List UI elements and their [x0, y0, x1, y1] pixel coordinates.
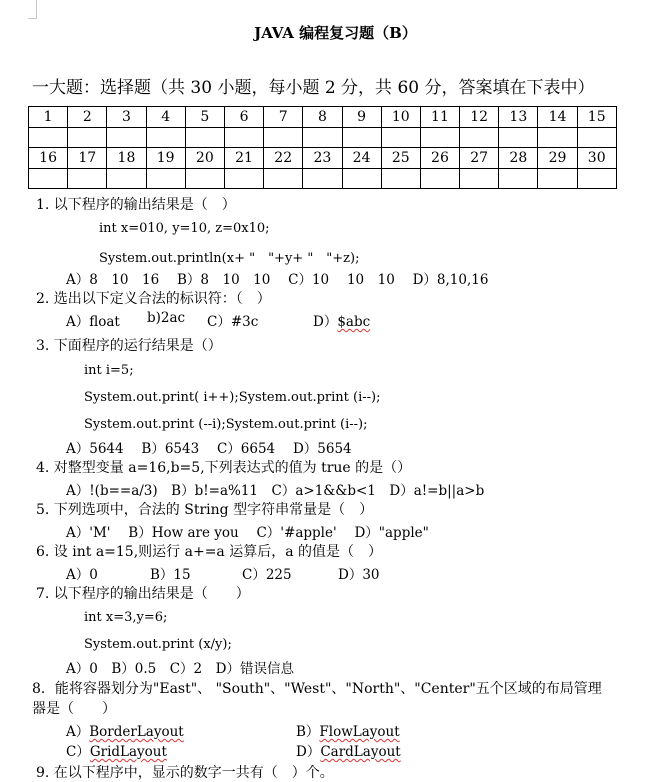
question-6-option-c: C）225 — [242, 567, 292, 583]
answer-grid-blank-cell — [146, 127, 185, 148]
answer-grid-number-cell: 19 — [146, 148, 185, 169]
answer-grid-number-cell: 9 — [342, 107, 381, 128]
answer-grid-number-cell: 18 — [107, 148, 146, 169]
question-8-option-c: C）GridLayout — [66, 744, 167, 760]
question-6-option-a: A）0 — [66, 567, 98, 583]
question-8-stem: 8．能将容器划分为"East"、 "South"、"West"、"North"、"Center"五个区域的布局管理 — [32, 681, 602, 697]
answer-grid-blank-cell — [460, 127, 499, 148]
answer-grid-number-cell: 26 — [420, 148, 459, 169]
answer-grid-blank-cell — [185, 168, 224, 189]
answer-grid-number-cell: 2 — [68, 107, 107, 128]
question-1-code-line: int x=010, y=10, z=0x10; — [99, 221, 270, 236]
answer-grid-blank-cell — [68, 127, 107, 148]
answer-grid-number-cell: 7 — [264, 107, 303, 128]
answer-grid-blank-cell — [499, 127, 538, 148]
answer-grid-number-cell: 12 — [460, 107, 499, 128]
question-7-options: A）0 B）0.5 C）2 D）错误信息 — [66, 661, 294, 677]
question-9-stem: 9. 在以下程序中，显示的数字一共有（ ）个。 — [36, 765, 334, 781]
question-6-stem: 6. 设 int a=15,则运行 a+=a 运算后，a 的值是（ ） — [36, 544, 383, 560]
page-corner-mark — [28, 0, 37, 19]
question-8-stem-continued: 器是（ ） — [32, 701, 116, 717]
answer-grid-blank-cell — [420, 168, 459, 189]
answer-grid-number-cell: 24 — [342, 148, 381, 169]
answer-grid-number-cell: 10 — [381, 107, 420, 128]
question-4-stem: 4. 对整型变量 a=16,b=5,下列表达式的值为 true 的是（） — [36, 460, 412, 476]
answer-grid-blank-cell — [68, 168, 107, 189]
question-3-options: A）5644 B）6543 C）6654 D）5654 — [66, 441, 352, 457]
answer-grid-number-cell: 29 — [538, 148, 577, 169]
answer-grid-blank-cell — [303, 168, 342, 189]
question-6-option-d: D）30 — [338, 567, 380, 583]
answer-grid-blank-cell — [342, 127, 381, 148]
question-1-code-line: System.out.println(x+ " "+y+ " "+z); — [99, 251, 360, 266]
answer-grid-number-cell: 27 — [460, 148, 499, 169]
question-7-stem: 7. 以下程序的输出结果是（ ） — [36, 586, 250, 602]
answer-grid-number-cell: 23 — [303, 148, 342, 169]
answer-grid-number-cell: 22 — [264, 148, 303, 169]
answer-grid-blank-cell — [107, 127, 146, 148]
question-6-option-b: B）15 — [150, 567, 191, 583]
answer-grid-blank-cell — [499, 168, 538, 189]
answer-grid-blank-cell — [185, 127, 224, 148]
answer-grid-number-cell: 28 — [499, 148, 538, 169]
answer-grid-number-cell: 21 — [224, 148, 263, 169]
question-1-options: A）8 10 16 B）8 10 10 C）10 10 10 D）8,10,16 — [66, 272, 489, 288]
answer-grid-blank-cell — [342, 168, 381, 189]
answer-grid-blank-cell — [420, 127, 459, 148]
answer-grid-number-cell: 25 — [381, 148, 420, 169]
answer-grid-numbers-row-2 — [29, 148, 617, 169]
question-3-code-line: System.out.print (--i);System.out.print (i--); — [84, 417, 368, 432]
document-title: JAVA 编程复习题（B） — [254, 24, 417, 42]
question-2-option-b: b)2ac — [147, 310, 186, 326]
answer-grid-number-cell: 14 — [538, 107, 577, 128]
question-8-option-a: A）BorderLayout — [66, 724, 184, 740]
section-heading: 一大题：选择题（共 30 小题，每小题 2 分，共 60 分，答案填在下表中） — [32, 78, 595, 98]
answer-grid-answers-row-2 — [29, 168, 617, 189]
answer-grid-number-cell: 3 — [107, 107, 146, 128]
answer-grid-number-cell: 13 — [499, 107, 538, 128]
answer-grid-blank-cell — [538, 168, 577, 189]
answer-grid-blank-cell — [29, 127, 68, 148]
answer-grid-number-cell: 17 — [68, 148, 107, 169]
question-3-code-line: int i=5; — [84, 363, 134, 378]
answer-grid-number-cell: 1 — [29, 107, 68, 128]
answer-grid-numbers-row-1 — [29, 107, 617, 128]
answer-grid-blank-cell — [538, 127, 577, 148]
question-7-code-line: int x=3,y=6; — [84, 610, 168, 625]
answer-grid-number-cell: 16 — [29, 148, 68, 169]
answer-grid-blank-cell — [224, 127, 263, 148]
answer-grid-blank-cell — [381, 127, 420, 148]
question-2-option-d: D）$abc — [313, 314, 371, 330]
answer-grid-blank-cell — [303, 127, 342, 148]
answer-grid — [28, 106, 617, 189]
answer-grid-number-cell: 5 — [185, 107, 224, 128]
answer-grid-number-cell: 20 — [185, 148, 224, 169]
answer-grid-blank-cell — [264, 168, 303, 189]
answer-grid-number-cell: 15 — [577, 107, 616, 128]
answer-grid-number-cell: 11 — [420, 107, 459, 128]
question-2-option-a: A）float — [66, 314, 120, 330]
answer-grid-answers-row-1 — [29, 127, 617, 148]
answer-grid-blank-cell — [577, 127, 616, 148]
question-2-stem: 2. 选出以下定义合法的标识符：（ ） — [36, 291, 271, 307]
question-7-code-line: System.out.print (x/y); — [84, 637, 232, 652]
question-8-option-b: B）FlowLayout — [296, 724, 400, 740]
answer-grid-number-cell: 4 — [146, 107, 185, 128]
answer-grid-blank-cell — [460, 168, 499, 189]
answer-grid-blank-cell — [264, 127, 303, 148]
question-8-option-d: D）CardLayout — [296, 744, 401, 760]
answer-grid-blank-cell — [381, 168, 420, 189]
question-1-stem: 1. 以下程序的输出结果是（ ） — [36, 197, 236, 213]
question-5-options: A）'M' B）How are you C）'#apple' D）"apple" — [66, 525, 429, 541]
answer-grid-blank-cell — [577, 168, 616, 189]
answer-grid-blank-cell — [107, 168, 146, 189]
question-3-stem: 3. 下面程序的运行结果是（） — [36, 338, 222, 354]
answer-grid-number-cell: 8 — [303, 107, 342, 128]
answer-grid-number-cell: 6 — [224, 107, 263, 128]
answer-grid-blank-cell — [29, 168, 68, 189]
answer-grid-blank-cell — [146, 168, 185, 189]
question-4-options: A）!(b==a/3) B）b!=a%11 C）a>1&&b<1 D）a!=b||a>b — [66, 483, 485, 499]
question-2-option-c: C）#3c — [207, 314, 259, 330]
answer-grid-blank-cell — [224, 168, 263, 189]
question-5-stem: 5. 下列选项中，合法的 String 型字符串常量是（ ） — [36, 502, 374, 518]
answer-grid-number-cell: 30 — [577, 148, 616, 169]
question-3-code-line: System.out.print( i++);System.out.print (i--); — [84, 390, 381, 405]
